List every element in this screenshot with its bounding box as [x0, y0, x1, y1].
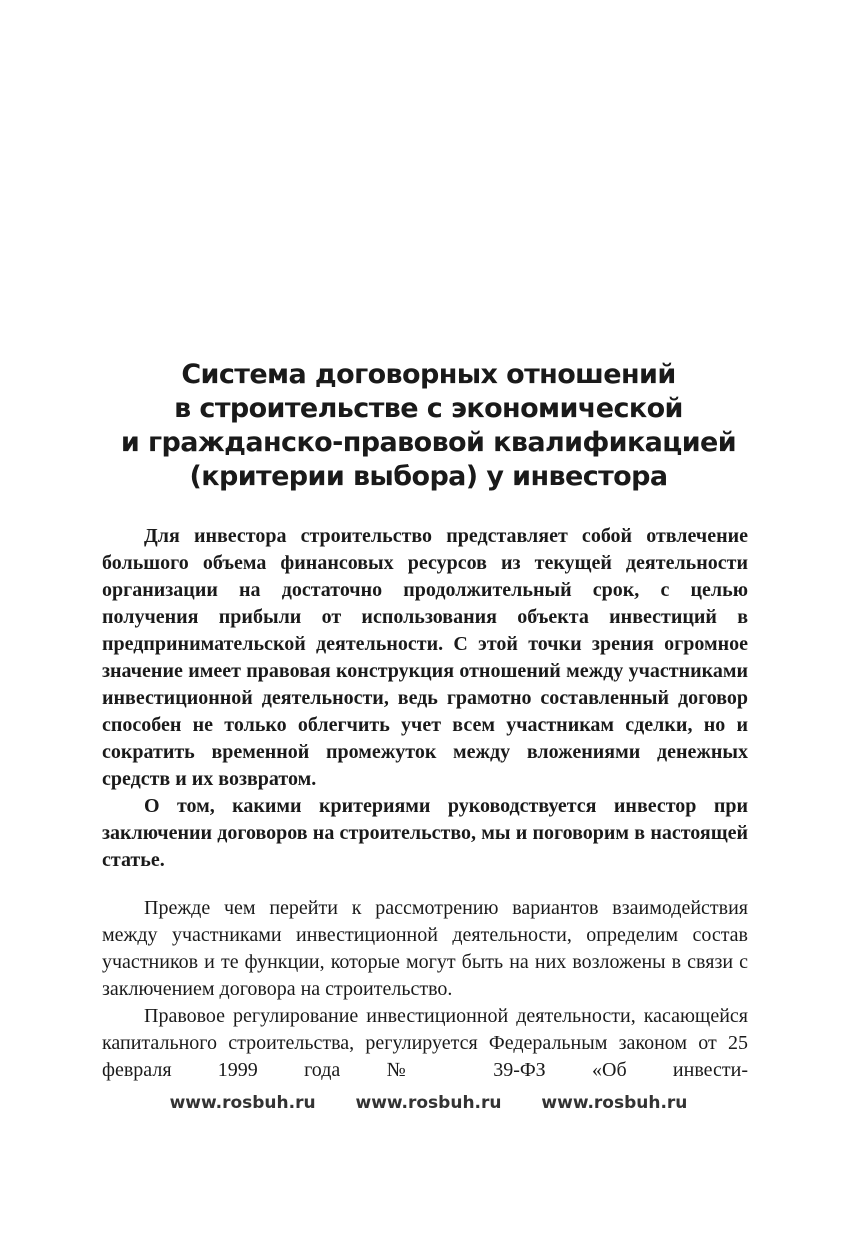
body-section	[102, 895, 748, 1084]
body-paragraph: Прежде чем перейти к рассмотрению вариантов взаимодействия между участниками инвестиционной деятельности, определим состав участников и те функции, которые могут быть на них возложены в связи с заключением договора на строительство.	[102, 897, 748, 1000]
page-title	[60, 358, 797, 494]
footer-link[interactable]: www.rosbuh.ru	[355, 1093, 502, 1113]
title-line: (критерии выбора) у инвестора	[189, 461, 668, 492]
page-footer	[60, 1093, 797, 1113]
body-paragraph: Правовое регулирование инвестиционной деятельности, касающейся капитального строительства, регулируется Федеральным законом от 25 февраля 1999 года № 39-ФЗ «Об инвести-	[102, 1005, 748, 1081]
footer-link[interactable]: www.rosbuh.ru	[169, 1093, 316, 1113]
lead-paragraph: О том, какими критериями руководствуется инвестор при заключении договоров на строительство, мы и поговорим в настоящей статье.	[102, 795, 748, 871]
title-line: Система договорных отношений	[181, 359, 676, 390]
footer-link[interactable]: www.rosbuh.ru	[541, 1093, 688, 1113]
lead-section	[102, 523, 748, 874]
title-line: в строительстве с экономической	[174, 393, 683, 424]
lead-paragraph: Для инвестора строительство представляет собой отвлечение большого объема финансовых ресурсов из текущей деятельности организации на достаточно продолжительный срок, с целью получения прибыли от использования объекта инвестиций в предпринимательской деятельности. С этой точки зрения огромное значение имеет правовая конструкция отношений между участниками инвестиционной деятельности, ведь грамотно составленный договор способен не только облегчить учет всем участникам сделки, но и сократить временной промежуток между вложениями денежных средств и их возвратом.	[102, 525, 748, 790]
title-line: и гражданско-правовой квалификацией	[120, 427, 737, 458]
